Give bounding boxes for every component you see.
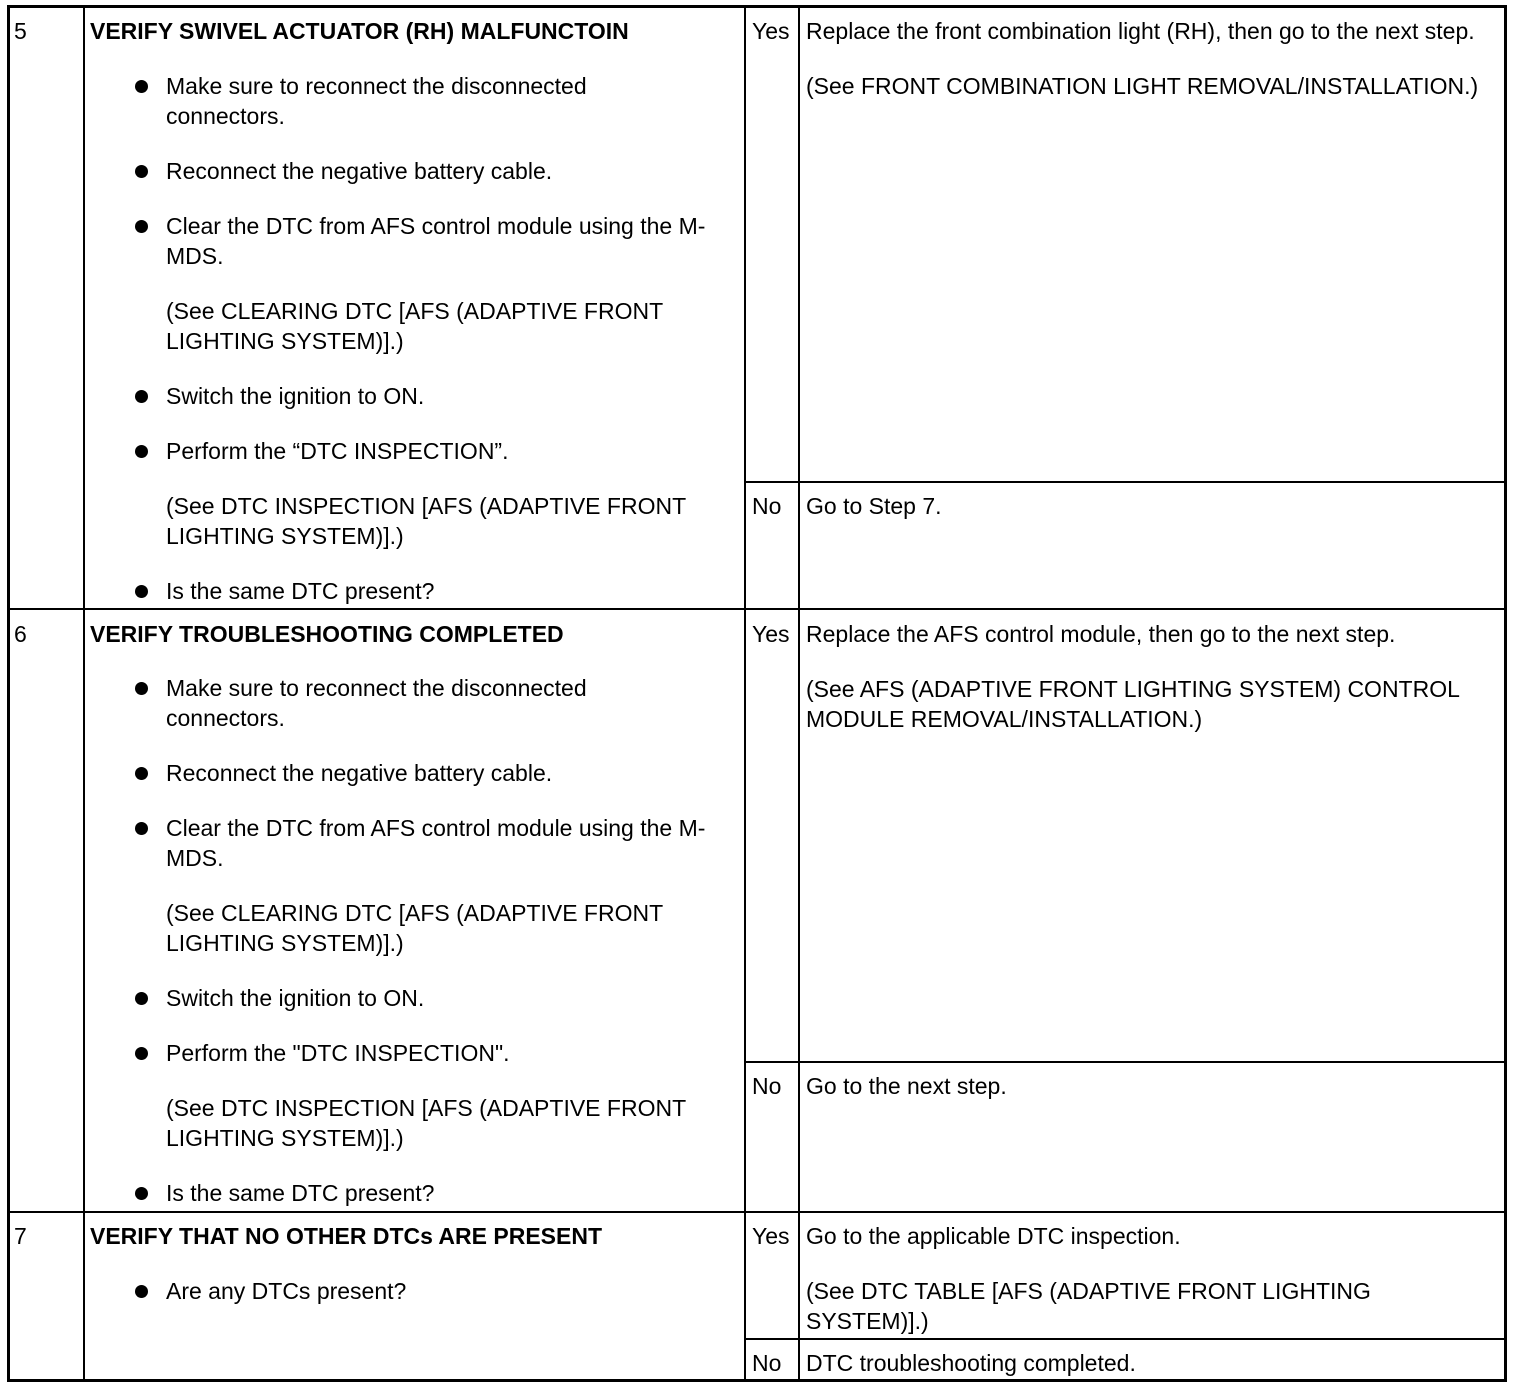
reference-note: (See DTC INSPECTION [AFS (ADAPTIVE FRONT LIGHTING SYSTEM)].) <box>166 493 686 549</box>
checklist-item: Make sure to reconnect the disconnected connectors. <box>90 71 706 131</box>
step-checklist <box>90 71 706 631</box>
checklist-item: Is the same DTC present? <box>90 576 706 606</box>
yes-reference: (See FRONT COMBINATION LIGHT REMOVAL/INSTALLATION.) <box>806 73 1479 99</box>
column-divider-result <box>798 8 800 1379</box>
no-action: Go to Step 7. <box>806 493 942 519</box>
no-label: No <box>752 493 782 519</box>
checklist-item: Switch the ignition to ON. <box>90 983 706 1013</box>
yes-label: Yes <box>752 18 790 44</box>
yes-reference: (See DTC TABLE [AFS (ADAPTIVE FRONT LIGHTING SYSTEM)].) <box>806 1278 1371 1334</box>
yes-reference: (See AFS (ADAPTIVE FRONT LIGHTING SYSTEM) CONTROL MODULE REMOVAL/INSTALLATION.) <box>806 676 1460 732</box>
checklist-item: Perform the “DTC INSPECTION”. <box>90 436 706 466</box>
reference-note: (See CLEARING DTC [AFS (ADAPTIVE FRONT LIGHTING SYSTEM)].) <box>166 298 663 354</box>
no-action: DTC troubleshooting completed. <box>806 1350 1136 1376</box>
column-divider-action <box>744 8 746 1379</box>
checklist-item: Clear the DTC from AFS control module using the M-MDS. <box>90 813 706 873</box>
checklist-item: Is the same DTC present? <box>90 1178 706 1208</box>
yes-no-divider <box>744 481 1504 483</box>
no-label: No <box>752 1073 782 1099</box>
troubleshooting-table <box>7 5 1507 1382</box>
checklist-item: Are any DTCs present? <box>90 1276 706 1306</box>
yes-action: Replace the front combination light (RH), then go to the next step. <box>806 18 1475 44</box>
yes-result <box>806 1221 1486 1361</box>
yes-action: Replace the AFS control module, then go to the next step. <box>806 621 1396 647</box>
column-divider-step <box>83 8 85 1379</box>
yes-action: Go to the applicable DTC inspection. <box>806 1223 1181 1249</box>
step-title: VERIFY TROUBLESHOOTING COMPLETED <box>90 621 564 647</box>
reference-note: (See CLEARING DTC [AFS (ADAPTIVE FRONT LIGHTING SYSTEM)].) <box>166 900 663 956</box>
checklist-item: Clear the DTC from AFS control module using the M-MDS. <box>90 211 706 271</box>
step-title: VERIFY THAT NO OTHER DTCs ARE PRESENT <box>90 1223 603 1249</box>
yes-label: Yes <box>752 1223 790 1249</box>
yes-result <box>806 619 1486 759</box>
checklist-item: Perform the "DTC INSPECTION". <box>90 1038 706 1068</box>
step-title: VERIFY SWIVEL ACTUATOR (RH) MALFUNCTOIN <box>90 18 629 44</box>
step-checklist <box>90 1276 706 1331</box>
no-action: Go to the next step. <box>806 1073 1007 1099</box>
checklist-item: Make sure to reconnect the disconnected connectors. <box>90 673 706 733</box>
step-number: 7 <box>14 1223 27 1249</box>
step-checklist <box>90 673 706 1233</box>
yes-no-divider <box>744 1061 1504 1063</box>
yes-result <box>806 16 1486 126</box>
checklist-item: Switch the ignition to ON. <box>90 381 706 411</box>
checklist-item: Reconnect the negative battery cable. <box>90 758 706 788</box>
reference-note: (See DTC INSPECTION [AFS (ADAPTIVE FRONT LIGHTING SYSTEM)].) <box>166 1095 686 1151</box>
no-label: No <box>752 1350 782 1376</box>
checklist-item: Reconnect the negative battery cable. <box>90 156 706 186</box>
step-number: 6 <box>14 621 27 647</box>
yes-label: Yes <box>752 621 790 647</box>
step-number: 5 <box>14 18 27 44</box>
